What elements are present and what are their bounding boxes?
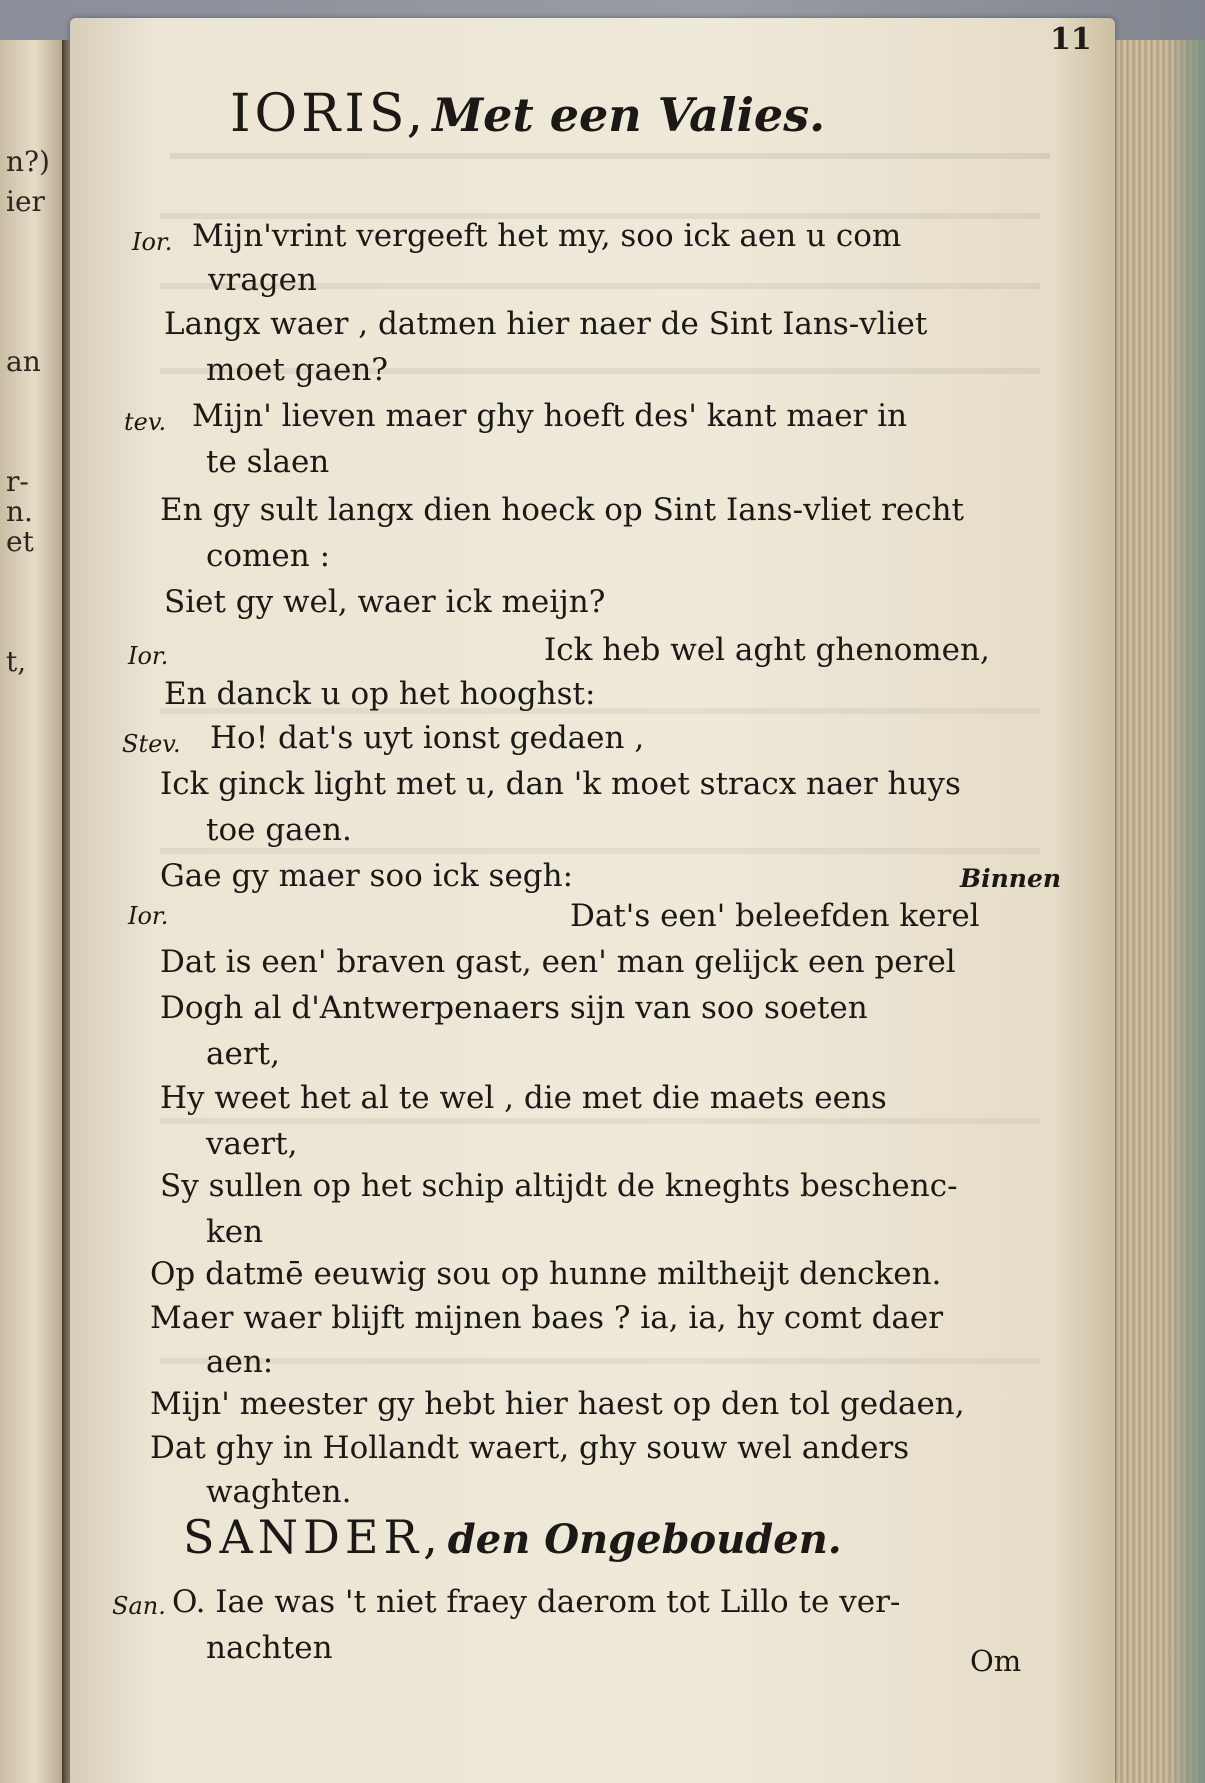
verse-line: Mijn' lieven maer ghy hoeft des' kant maer in — [192, 398, 908, 434]
verse-line: Siet gy wel, waer ick meijn? — [164, 584, 606, 620]
verse-line: Gae gy maer soo ick segh: — [160, 858, 574, 894]
speaker-label: Ior. — [132, 228, 173, 256]
verse-line: Ick heb wel aght ghenomen, — [544, 632, 990, 668]
verse-line: Ick ginck light met u, dan 'k moet stracx naer huys — [160, 766, 961, 802]
verse-line: moet gaen? — [206, 352, 388, 388]
verse-line: Mijn' meester gy hebt hier haest op den tol gedaen, — [150, 1386, 965, 1422]
book-page-edges — [1110, 40, 1205, 1783]
section-heading-description: den Ongebouden. — [447, 1516, 842, 1563]
verse-line: O. Iae was 't niet fraey daerom tot Lillo te ver- — [172, 1584, 901, 1620]
verse-line: vragen — [208, 262, 317, 298]
catchword: Om — [970, 1644, 1022, 1678]
heading-name: IORIS, — [230, 84, 428, 144]
stage-direction: Binnen — [960, 864, 1062, 893]
verse-line: Op datmē eeuwig sou op hunne miltheijt dencken. — [150, 1256, 942, 1292]
show-through-ghost — [160, 1340, 1040, 1364]
verse-line: aen: — [206, 1344, 274, 1380]
verse-line: Dogh al d'Antwerpenaers sijn van soo soeten — [160, 990, 868, 1026]
speaker-label: Ior. — [128, 902, 169, 930]
left-page-fragment: an — [6, 345, 41, 378]
verse-line: Sy sullen op het schip altijdt de kneghts beschenc- — [160, 1168, 958, 1204]
speaker-label: Ior. — [128, 642, 169, 670]
verse-line: aert, — [206, 1036, 280, 1072]
section-heading — [183, 1510, 842, 1564]
heading-description: Met een Valies. — [432, 88, 826, 142]
verse-line: vaert, — [206, 1126, 298, 1162]
left-page-fragment: n?) — [6, 145, 50, 178]
verse-line: Langx waer , datmen hier naer de Sint Ians-vliet — [164, 306, 928, 342]
left-page-fragment: ier — [6, 185, 45, 218]
verse-line: Hy weet het al te wel , die met die maets eens — [160, 1080, 887, 1116]
page-heading — [230, 84, 825, 144]
verse-line: Mijn'vrint vergeeft het my, soo ick aen u com — [192, 218, 902, 254]
verse-line: waghten. — [206, 1474, 352, 1510]
verse-line: Maer waer blijft mijnen baes ? ia, ia, hy comt daer — [150, 1300, 944, 1336]
verse-line: te slaen — [206, 444, 330, 480]
verse-line: Dat is een' braven gast, een' man gelijck een perel — [160, 944, 956, 980]
verse-line: nachten — [206, 1630, 333, 1666]
speaker-label: Stev. — [122, 730, 181, 758]
speaker-label: San. — [112, 1592, 166, 1620]
show-through-ghost — [160, 195, 1040, 219]
verse-line: Dat ghy in Hollandt waert, ghy souw wel anders — [150, 1430, 910, 1466]
left-page-fragment: t, — [6, 645, 27, 678]
verse-line: Ho! dat's uyt ionst gedaen , — [210, 720, 645, 756]
page-number: 11 — [1050, 22, 1092, 57]
verse-line: Dat's een' beleefden kerel — [570, 898, 980, 934]
verse-line: comen : — [206, 538, 331, 574]
left-page-fragment: et — [6, 525, 34, 558]
verse-line: En danck u op het hooghst: — [164, 676, 596, 712]
verse-line: toe gaen. — [206, 812, 352, 848]
verse-line: ken — [206, 1214, 264, 1250]
left-page-fragment: n. — [6, 495, 33, 528]
verse-line: En gy sult langx dien hoeck op Sint Ians-vliet recht — [160, 492, 965, 528]
speaker-label: tev. — [124, 408, 167, 436]
left-page-fragment: r- — [6, 465, 29, 498]
left-page-edge — [0, 40, 64, 1783]
section-heading-name: SANDER, — [183, 1510, 443, 1564]
